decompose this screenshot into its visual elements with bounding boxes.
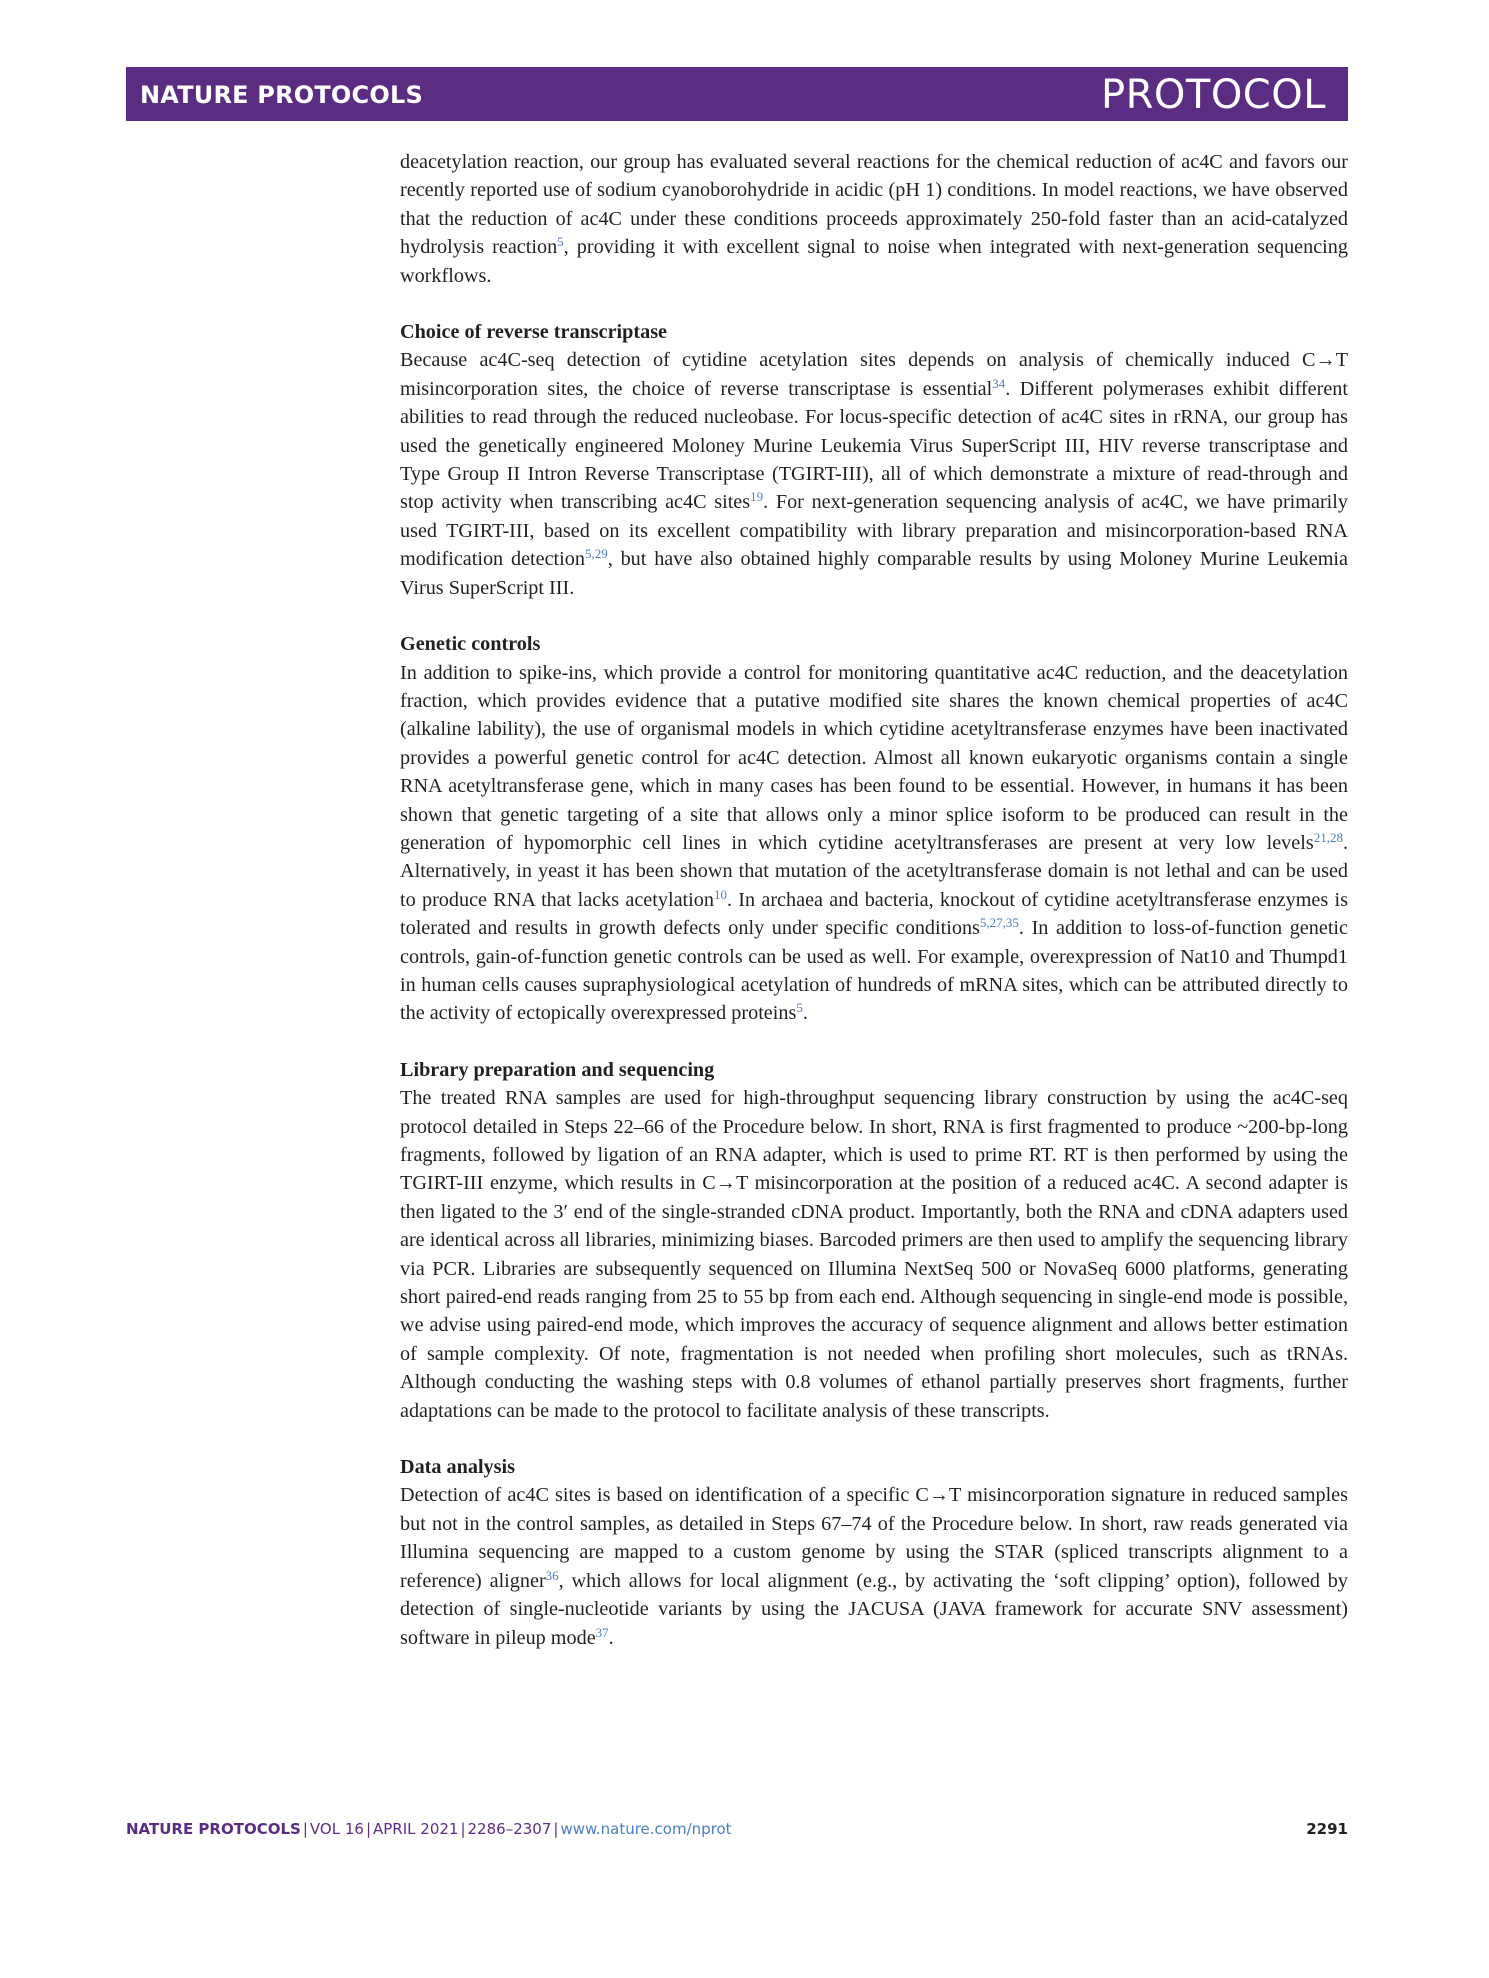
section-paragraph: The treated RNA samples are used for high-throughput sequencing library construction by using the ac4C-seq protocol detailed in Steps 22–66 of the Procedure below. In short, RNA is first fragmented to produce ~200-bp-long fragments, followed by ligation of an RNA adapter, which is used to prime RT. RT is then performed by using the TGIRT-III enzyme, which results in C→T misincorporation at the position of a reduced ac4C. A second adapter is then ligated to the 3′ end of the single-stranded cDNA product. Importantly, both the RNA and cDNA adapters used are identical across all libraries, minimizing biases. Barcoded primers are then used to amplify the sequencing library via PCR. Libraries are subsequently sequenced on Illumina NextSeq 500 or NovaSeq 6000 platforms, generating short paired-end reads ranging from 25 to 55 bp from each end. Although sequencing in single-end mode is possible, we advise using paired-end mode, which improves the accuracy of sequence alignment and allows better estimation of sample complexity. Of note, fragmentation is not needed when profiling short molecules, such as tRNAs. Although conducting the washing steps with 0.8 volumes of ethanol partially preserves short fragments, further adaptations can be made to the protocol to facilitate analysis of these transcripts.: [400, 1087, 1348, 1422]
footer-pages: 2286–2307: [467, 1820, 552, 1838]
section-paragraph: [400, 659, 1348, 1028]
text-run: .: [608, 1626, 614, 1649]
reference-link[interactable]: 5,27,35: [979, 915, 1019, 931]
journal-header-bar: [126, 67, 1348, 121]
text-run: Because ac4C-seq detection of cytidine acetylation sites depends on analysis of chemically induced C→T misincorporation sites, the choice of reverse transcriptase is essential: [400, 349, 1348, 400]
intro-paragraph: [400, 148, 1348, 290]
footer-volume: VOL 16: [309, 1820, 364, 1838]
page-footer: [126, 1820, 1348, 1844]
section-heading: Library preparation and sequencing: [400, 1058, 715, 1081]
section-heading: Data analysis: [400, 1456, 515, 1479]
section-library-preparation: [400, 1056, 1348, 1425]
reference-link[interactable]: 5: [796, 1000, 803, 1016]
text-run: , but have also obtained highly comparable results by using Moloney Murine Leukemia Virus SuperScript III.: [400, 548, 1348, 599]
text-run: . Alternatively, in yeast it has been shown that mutation of the acetyltransferase domain is not lethal and can be used to produce RNA that lacks acetylation: [400, 831, 1348, 911]
text-run: . Different polymerases exhibit different abilities to read through the reduced nucleobase. For locus-specific detection of ac4C sites in rRNA, our group has used the genetically engineered Moloney Murine Leukemia Virus SuperScript III, HIV reverse transcriptase and Type Group II Intron Reverse Transcriptase (TGIRT-III), all of which demonstrate a mixture of read-through and stop activity when transcribing ac4C sites: [400, 377, 1348, 514]
section-reverse-transcriptase: [400, 318, 1348, 602]
text-run: deacetylation reaction, our group has evaluated several reactions for the chemical reduction of ac4C and favors our recently reported use of sodium cyanoborohydride in acidic (pH 1) conditions. In model reactions, we have observed that the reduction of ac4C under these conditions proceeds approximately 250-fold faster than an acid-catalyzed hydrolysis reaction: [400, 151, 1348, 259]
text-run: In addition to spike-ins, which provide a control for monitoring quantitative ac4C reduction, and the deacetylation fraction, which provides evidence that a putative modified site shares the known chemical properties of ac4C (alkaline lability), the use of organismal models in which cytidine acetyltransferase enzymes have been inactivated provides a powerful genetic control for ac4C detection. Almost all known eukaryotic organisms contain a single RNA acetyltransferase gene, which in many cases has been found to be essential. However, in humans it has been shown that genetic targeting of a site that allows only a minor splice isoform to be produced can result in the generation of hypomorphic cell lines in which cytidine acetyltransferases are present at very low levels: [400, 661, 1348, 854]
text-run: .: [802, 1002, 808, 1025]
section-data-analysis: [400, 1453, 1348, 1652]
reference-link[interactable]: 36: [545, 1567, 559, 1583]
reference-link[interactable]: 10: [713, 886, 727, 902]
article-body: [400, 148, 1348, 1652]
text-run: , providing it with excellent signal to noise when integrated with next-generation sequencing workflows.: [400, 236, 1348, 287]
reference-link[interactable]: 5,29: [584, 546, 608, 562]
text-run: . In archaea and bacteria, knockout of cytidine acetyltransferase enzymes is tolerated and results in growth defects only under specific conditions: [400, 888, 1348, 940]
reference-link[interactable]: 19: [750, 489, 764, 505]
text-run: . For next-generation sequencing analysis of ac4C, we have primarily used TGIRT-III, based on its excellent compatibility with library preparation and misincorporation-based RNA modification detection: [400, 491, 1348, 571]
page-number: 2291: [1306, 1820, 1348, 1838]
section-paragraph: [400, 1481, 1348, 1651]
section-heading: Choice of reverse transcriptase: [400, 321, 668, 344]
footer-citation: NATURE PROTOCOLS | VOL 16 | APRIL 2021 | 2286–2307 | www.nature.com/nprot: [126, 1820, 732, 1838]
article-type: PROTOCOL: [1100, 72, 1326, 118]
text-run: Detection of ac4C sites is based on identification of a specific C→T misincorporation signature in reduced samples but not in the control samples, as detailed in Steps 67–74 of the Procedure below. In short, raw reads generated via Illumina sequencing are mapped to a custom genome by using the STAR (spliced transcripts alignment to a reference) aligner: [400, 1484, 1348, 1592]
section-heading: Genetic controls: [400, 633, 541, 656]
reference-link[interactable]: 5: [557, 234, 564, 250]
reference-link[interactable]: 21,28: [1313, 829, 1343, 845]
reference-link[interactable]: 34: [992, 375, 1006, 391]
footer-url-link[interactable]: www.nature.com/nprot: [560, 1820, 732, 1838]
section-genetic-controls: [400, 630, 1348, 1028]
text-run: , which allows for local alignment (e.g., by activating the ‘soft clipping’ option), followed by detection of single-nucleotide variants by using the JACUSA (JAVA framework for accurate SNV assessment) software in pileup mode: [400, 1569, 1348, 1649]
footer-date: APRIL 2021: [373, 1820, 459, 1838]
journal-name: NATURE PROTOCOLS: [140, 81, 423, 109]
footer-journal: NATURE PROTOCOLS: [126, 1820, 301, 1838]
section-paragraph: [400, 346, 1348, 602]
reference-link[interactable]: 37: [595, 1624, 609, 1640]
text-run: . In addition to loss-of-function genetic controls, gain-of-function genetic controls can be used as well. For example, overexpression of Nat10 and Thumpd1 in human cells causes supraphysiological acetylation of hundreds of mRNA sites, which can be attributed directly to the activity of ectopically overexpressed proteins: [400, 917, 1349, 1025]
